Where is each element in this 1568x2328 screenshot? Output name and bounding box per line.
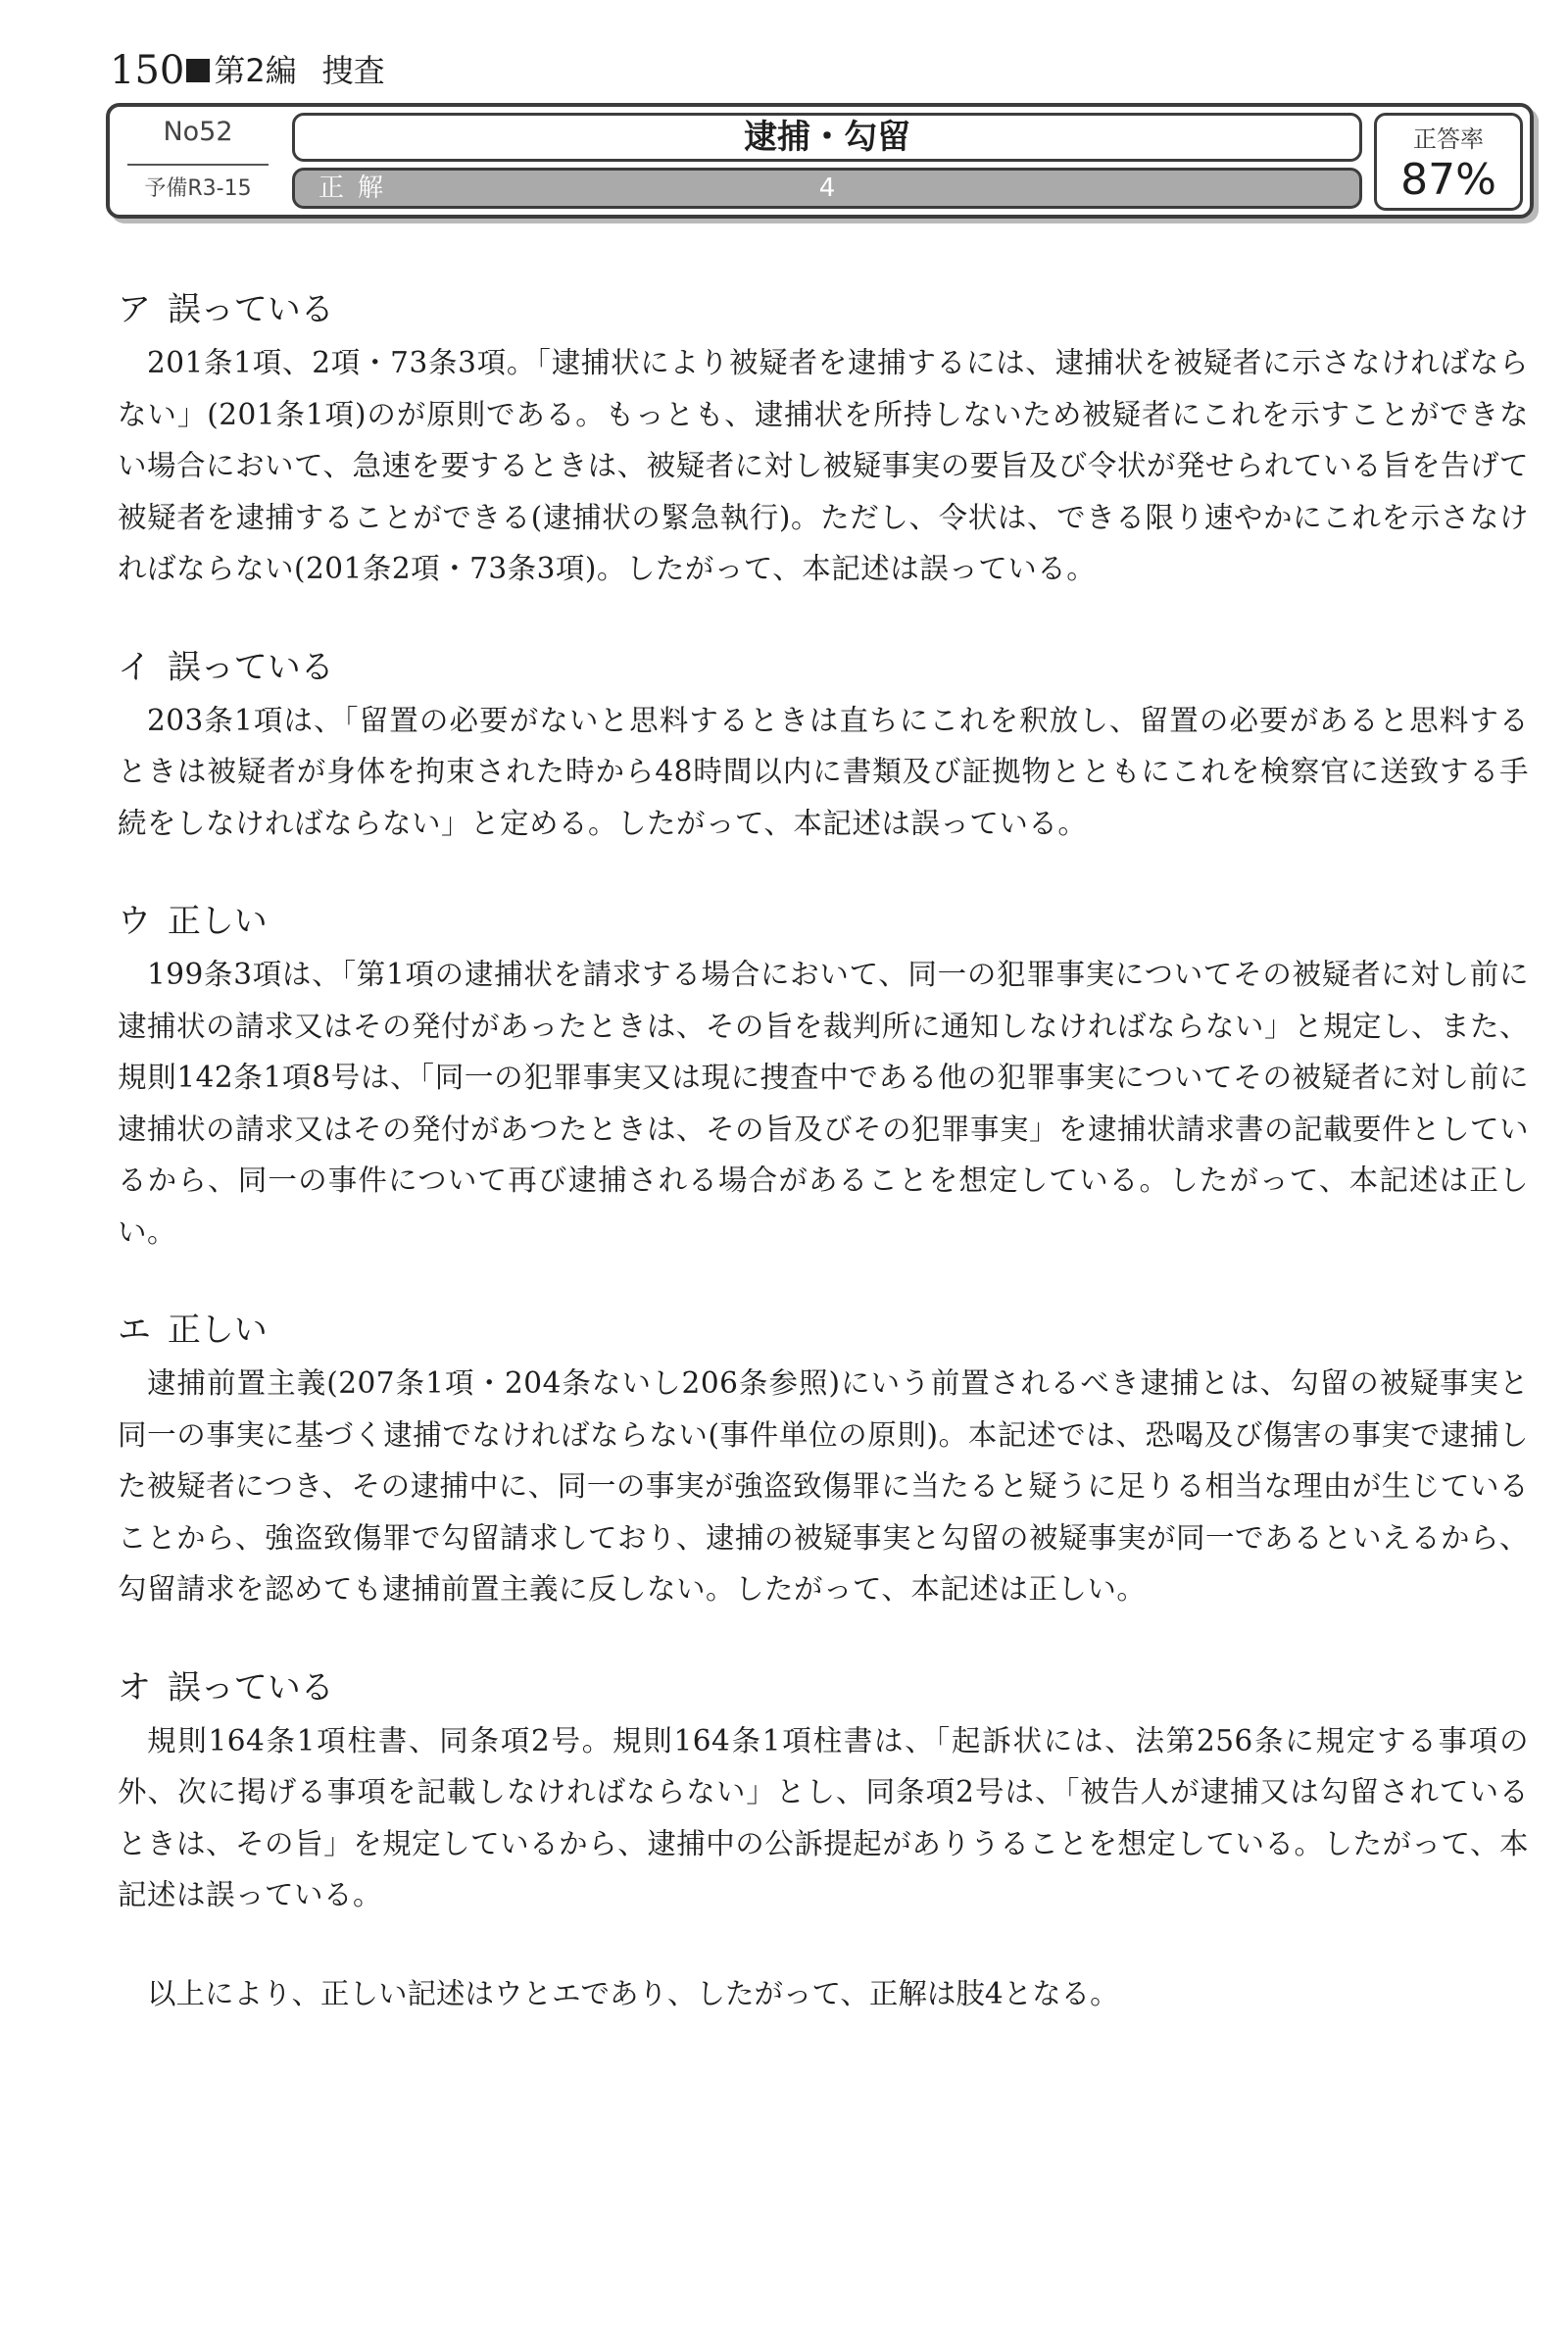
explanation-o: [118, 1662, 1529, 1921]
section-label: 捜査: [321, 52, 385, 89]
question-id-box: [120, 113, 276, 211]
section-text: 199条3項は、「第1項の逮捕状を請求する場合において、同一の犯罪事実についてその被疑者に対し前に逮捕状の請求又はその発付があったときは、その旨を裁判所に通知しなければならない」と規定し、また、規則142条1項8号は、「同一の犯罪事実又は現に捜査中である他の犯罪事実についてその被疑者に対し前に逮捕状の請求又はその発付があつたときは、その旨及びその犯罪事実」を逮捕状請求書の記載要件としているから、同一の事件について再び逮捕される場合があることを想定している。したがって、本記述は正しい。: [118, 958, 1530, 1249]
section-verdict: 正しい: [167, 1311, 268, 1350]
section-verdict: 誤っている: [167, 647, 334, 687]
page-number: 150: [110, 48, 185, 93]
explanation-e: [118, 1305, 1529, 1615]
explanation-body: [118, 284, 1529, 2019]
section-letter: ウ: [118, 902, 151, 941]
correct-rate-value: 87%: [1400, 155, 1496, 205]
square-bullet-icon: [186, 59, 210, 82]
question-number: No52: [163, 117, 233, 147]
explanation-i: [118, 642, 1529, 850]
explanation-u: [118, 896, 1529, 1258]
question-title: 逮捕・勾留: [292, 113, 1362, 162]
section-text: 逮捕前置主義(207条1項・204条ないし206条参照)にいう前置されるべき逮捕とは、勾留の被疑事実と同一の事実に基づく逮捕でなければならない(事件単位の原則)。本記述では、恐喝及び傷害の事実で逮捕した被疑者につき、その逮捕中に、同一の事実が強盗致傷罪に当たると疑うに足りる相当な理由が生じていることから、強盗致傷罪で勾留請求しており、逮捕の被疑事実と勾留の被疑事実が同一であるといえるから、勾留請求を認めても逮捕前置主義に反しない。したがって、本記述は正しい。: [118, 1366, 1530, 1606]
section-verdict: 誤っている: [167, 1667, 334, 1708]
section-heading: [118, 1662, 1529, 1713]
correct-rate-label: 正答率: [1413, 125, 1484, 153]
section-letter: ア: [118, 290, 151, 329]
section-letter: エ: [118, 1311, 151, 1350]
section-letter: イ: [118, 647, 151, 687]
question-header-box: [106, 103, 1534, 219]
section-heading: [118, 642, 1529, 693]
section-heading: [118, 284, 1529, 335]
running-head: [110, 49, 385, 92]
answer-value: 4: [818, 173, 836, 203]
part-label: 第2編: [214, 52, 297, 89]
conclusion: 以上により、正しい記述はウとエであり、したがって、正解は肢4となる。: [147, 1976, 1119, 2010]
section-text: 203条1項は、「留置の必要がないと思料するときは直ちにこれを釈放し、留置の必要があると思料するときは被疑者が身体を拘束された時から48時間以内に書類及び証拠物とともにこれを検察官に送致する手続をしなければならない」と定める。したがって、本記述は誤っている。: [118, 703, 1529, 840]
explanation-a: [118, 284, 1529, 595]
question-id-divider: [127, 164, 269, 166]
answer-bar: [292, 168, 1362, 209]
section-verdict: 誤っている: [167, 290, 334, 329]
section-verdict: 正しい: [167, 902, 268, 941]
correct-rate-box: [1374, 113, 1523, 211]
section-text: 規則164条1項柱書、同条項2号。規則164条1項柱書は、「起訴状には、法第256条に規定する事項の外、次に掲げる事項を記載しなければならない」とし、同条項2号は、「被告人が逮捕又は勾留されているときは、その旨」を規定しているから、逮捕中の公訴提起がありうることを想定している。したがって、本記述は誤っている。: [118, 1723, 1529, 1911]
answer-label: 正解: [318, 173, 398, 203]
section-heading: [118, 1305, 1529, 1356]
question-source: 予備R3-15: [144, 176, 252, 201]
section-heading: [118, 896, 1529, 947]
section-letter: オ: [118, 1667, 151, 1708]
section-text: 201条1項、2項・73条3項。「逮捕状により被疑者を逮捕するには、逮捕状を被疑者に示さなければならない」(201条1項)のが原則である。もっとも、逮捕状を所持しないため被疑者にこれを示すことができない場合において、急速を要するときは、被疑者に対し被疑事実の要旨及び令状が発せられている旨を告げて被疑者を逮捕することができる(逮捕状の緊急執行)。ただし、令状は、できる限り速やかにこれを示さなければならない(201条2項・73条3項)。したがって、本記述は誤っている。: [118, 346, 1529, 585]
